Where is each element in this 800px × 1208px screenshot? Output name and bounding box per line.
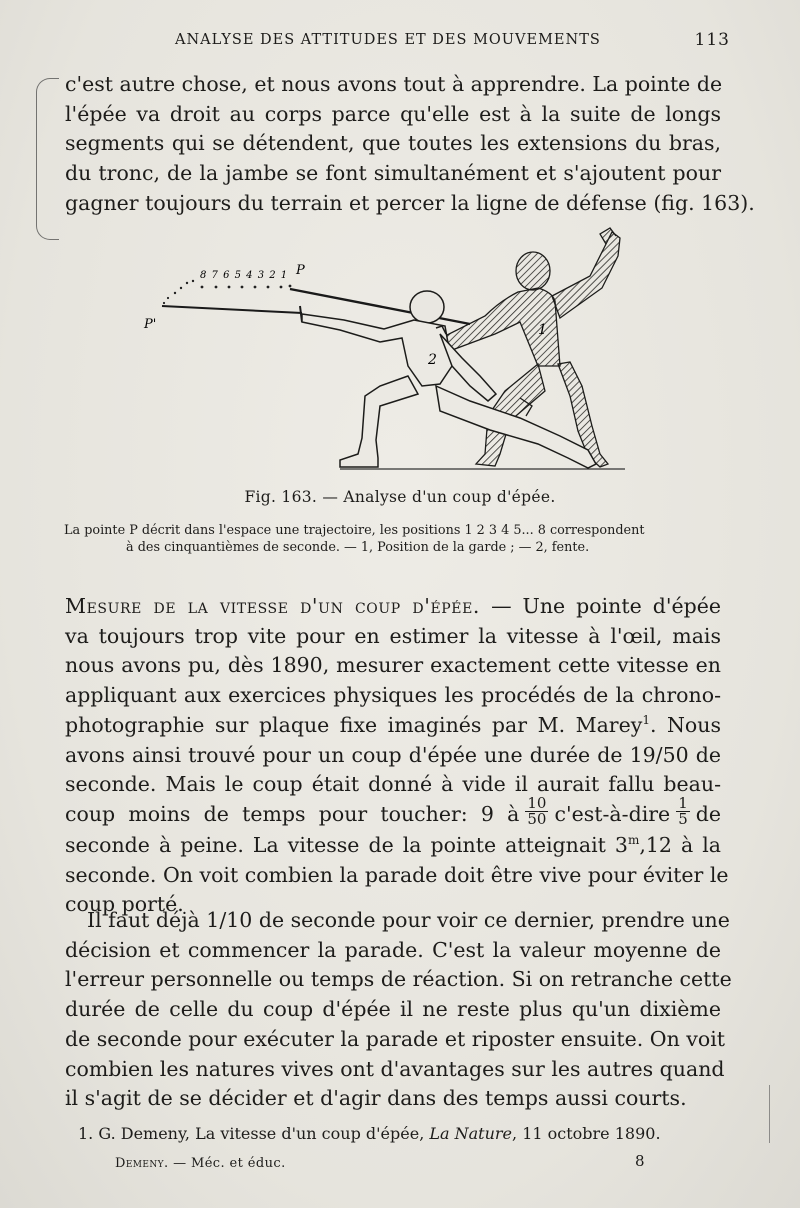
- text-line: seconde. On voit combien la parade doit être vive pour éviter le: [65, 862, 729, 887]
- sheet-number: 8: [635, 1152, 645, 1170]
- margin-mark-right: [761, 1085, 770, 1143]
- text-line: du tronc, de la jambe se font simultanément et s'ajoutent pour: [65, 161, 721, 186]
- text-line: il s'agit de se décider et d'agir dans des temps aussi courts.: [65, 1086, 687, 1111]
- text-line: l'erreur personnelle ou temps de réaction. Si on retranche cette: [65, 967, 732, 992]
- section-heading: Mesure de la vitesse d'un coup d'épée.: [65, 594, 481, 618]
- text-line: seconde à peine. La vitesse de la pointe atteignait 3$^m$,12 à la: [65, 832, 721, 857]
- point-p-prime-label: P': [144, 317, 157, 332]
- figure-2-label: 2: [428, 352, 437, 368]
- text-line: de seconde pour exécuter la parade et riposter ensuite. On voit: [65, 1026, 726, 1051]
- paragraph-2: [65, 592, 729, 920]
- trajectory-numbers-label: 8 7 6 5 4 3 2 1: [200, 270, 289, 281]
- fencing-figure-illustration: [140, 226, 640, 486]
- page-number: 113: [694, 30, 730, 50]
- margin-bracket-mark: [36, 78, 59, 240]
- running-title: ANALYSE DES ATTITUDES ET DES MOUVEMENTS: [175, 32, 601, 48]
- text-line: l'épée va droit au corps parce qu'elle est à la suite de longs: [65, 101, 721, 126]
- text-line: va toujours trop vite pour en estimer la vitesse à l'œil, mais: [65, 623, 721, 648]
- point-p-label: P: [296, 263, 305, 278]
- paragraph-3: [65, 906, 732, 1114]
- text-line: durée de celle du coup d'épée il ne reste plus qu'un dixième: [65, 997, 721, 1022]
- text-line: segments qui se détendent, que toutes les extensions du bras,: [65, 131, 721, 156]
- legend-line: à des cinquantièmes de seconde. — 1, Position de la garde ; — 2, fente.: [126, 540, 590, 555]
- footnote-ref: 1: [642, 712, 650, 727]
- fraction-ten-fiftieths: $\frac{10}{50}$: [527, 793, 547, 828]
- figure-caption: Fig. 163. — Analyse d'un coup d'épée.: [244, 488, 556, 506]
- text-line: nous avons pu, dès 1890, mesurer exactement cette vitesse en: [65, 653, 721, 678]
- text-line: avons ainsi trouvé pour un coup d'épée une durée de 19/50 de: [65, 742, 721, 767]
- text-line: seconde. Mais le coup était donné à vide il aurait fallu beau-: [65, 772, 721, 797]
- text-line: c'est autre chose, et nous avons tout à apprendre. La pointe de: [65, 72, 723, 96]
- text-line: coup moins de temps pour toucher: 9 à $\frac{10}{50}$ c'est-à-dire $\frac{1}{5}$ de: [65, 793, 721, 828]
- figure-1-label: 1: [538, 322, 547, 338]
- text-line: gagner toujours du terrain et percer la ligne de défense (fig. 163).: [65, 190, 755, 215]
- footnote: 1. G. Demeny, La vitesse d'un coup d'épée, La Nature, 11 octobre 1890.: [78, 1124, 661, 1143]
- journal-title: La Nature: [429, 1124, 513, 1143]
- printer-signature: Demeny. — Méc. et éduc.: [115, 1156, 286, 1171]
- legend-line: La pointe P décrit dans l'espace une trajectoire, les positions 1 2 3 4 5... 8 correspondent: [64, 523, 645, 538]
- text-line: Il faut déjà 1/10 de seconde pour voir ce dernier, prendre une: [87, 908, 730, 932]
- fraction-one-fifth: $\frac{1}{5}$: [678, 793, 688, 828]
- text-line: coup porté.: [65, 892, 184, 917]
- sword-figure-2: [162, 306, 302, 322]
- figure-legend: [64, 522, 724, 556]
- trajectory-dots: [163, 280, 292, 304]
- paragraph-1: [65, 70, 755, 219]
- text-line: combien les natures vives ont d'avantages sur les autres quand: [65, 1056, 725, 1081]
- text-line: appliquant aux exercices physiques les procédés de la chrono-: [65, 683, 721, 708]
- text-line: Mesure de la vitesse d'un coup d'épée. — Une pointe d'épée: [65, 594, 721, 618]
- text-line: décision et commencer la parade. C'est la valeur moyenne de: [65, 937, 721, 962]
- text-line: photographie sur plaque fixe imaginés par M. Marey$^1$. Nous: [65, 712, 721, 737]
